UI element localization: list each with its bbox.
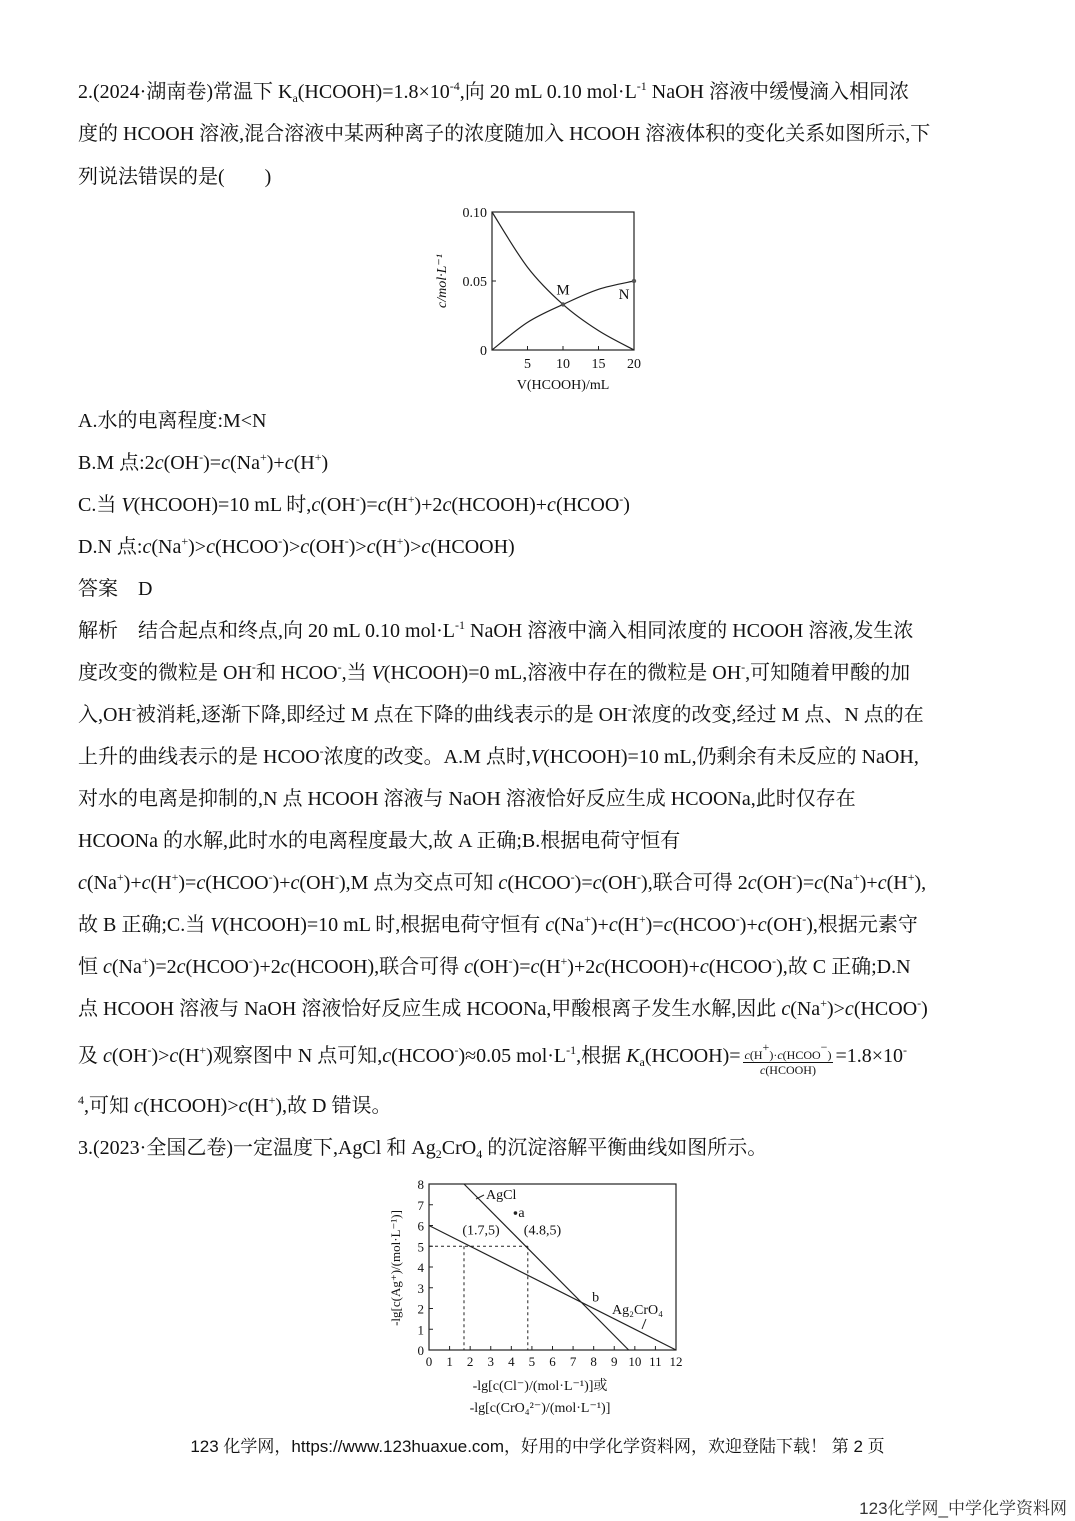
- q2-option-a: A.水的电离程度:M<N: [78, 410, 267, 432]
- chart2-annotation-label: b: [592, 1290, 600, 1306]
- q2-analysis-line-10: 点 HCOOH 溶液与 NaOH 溶液恰好反应生成 HCOONa,甲酸根离子发生水解,因此 c(Na+)>c(HCOO-): [78, 996, 928, 1020]
- chart1-x-tick-label: 10: [556, 357, 570, 372]
- chart2-annotation-label: (4.8,5): [523, 1223, 562, 1239]
- chart1-y-tick-label: 0.10: [462, 206, 487, 221]
- q2-analysis-line-9: 恒 c(Na+)=2c(HCOO-)+2c(HCOOH),联合可得 c(OH-)=c(H+)+2c(HCOOH)+c(HCOO-),故 C 正确;D.N: [78, 954, 911, 978]
- q2-analysis-line-8: 故 B 正确;C.当 V(HCOOH)=10 mL 时,根据电荷守恒有 c(Na+)+c(H+)=c(HCOO-)+c(OH-),根据元素守: [78, 912, 918, 936]
- q2-stem-line-2: 度的 HCOOH 溶液,混合溶液中某两种离子的浓度随加入 HCOOH 溶液体积的变化关系如图所示,下: [78, 123, 931, 145]
- q2-option-b: B.M 点:2c(OH-)=c(Na+)+c(H+): [78, 450, 329, 474]
- q2-option-d: D.N 点:c(Na+)>c(HCOO-)>c(OH-)>c(H+)>c(HCOOH): [78, 534, 515, 558]
- chart1-x-tick-label: 15: [591, 357, 606, 372]
- chart2-x-tick-label: 12: [669, 1354, 683, 1369]
- q3-stem: 3.(2023·全国乙卷)一定温度下,AgCl 和 $Ag_2CrO_4$ 的沉淀溶解平衡曲线如图所示。: [78, 1137, 768, 1161]
- chart1-frame: [492, 212, 634, 350]
- q2-analysis-line-6: HCOONa 的水解,此时水的电离程度最大,故 A 正确;B.根据电荷守恒有: [78, 830, 681, 852]
- chart2-y-tick-label: 0: [417, 1343, 424, 1358]
- chart2-x-tick-label: 5: [528, 1354, 536, 1369]
- chart2-x-tick-label: 10: [628, 1354, 642, 1369]
- chart1-point-n: [632, 279, 636, 283]
- chart2-x-tick-label: 1: [446, 1354, 453, 1369]
- q2-option-c: C.当 V(HCOOH)=10 mL 时,c(OH-)=c(H+)+2c(HCOOH)+c(HCOO-): [78, 492, 630, 516]
- chart2-x-tick-label: 11: [649, 1354, 662, 1369]
- chart2-x-tick-label: 6: [549, 1354, 556, 1369]
- chart1-y-tick-label: 0.05: [462, 275, 487, 290]
- page-footer: 123 化学网，https://www.123huaxue.com，好用的中学化学资料网，欢迎登陆下载！ 第 2 页: [190, 1437, 885, 1456]
- chart2-series-agcl-line: [464, 1184, 629, 1350]
- chart2-point-a: [514, 1211, 518, 1215]
- q2-analysis-line-5: 对水的电离是抑制的,N 点 HCOOH 溶液与 NaOH 溶液恰好反应生成 HCOONa,此时仅存在: [78, 788, 856, 810]
- chart2-series-ag2cro4-line: [429, 1226, 676, 1351]
- chart1-x-tick-label: 5: [524, 357, 531, 372]
- chart2-x-tick-label: 2: [466, 1354, 474, 1369]
- q2-analysis-line-2: 度改变的微粒是 OH-和 HCOO-,当 V(HCOOH)=0 mL,溶液中存在的微粒是 OH-,可知随着甲酸的加: [78, 660, 911, 684]
- chart1-point-label-m: M: [556, 282, 570, 299]
- chart2-annotation-label: a: [518, 1206, 525, 1222]
- q2-analysis-line-4: 上升的曲线表示的是 HCOO-浓度的改变。A.M 点时,V(HCOOH)=10 mL,仍剩余有未反应的 NaOH,: [78, 744, 919, 768]
- chart2-x-axis-label-1: -lg[c(Cl⁻)/(mol·L⁻¹)]或: [472, 1379, 608, 1394]
- chart2-series-label-ag2cro4: Ag₂CrO₄: [612, 1303, 663, 1318]
- q2-stem-line-3: 列说法错误的是( ): [78, 166, 272, 188]
- chart2-ag2cro4-leader: [642, 1319, 646, 1329]
- chart1-y-tick-label: 0: [480, 344, 487, 359]
- q2-analysis-line-3: 入,OH-被消耗,逐渐下降,即经过 M 点在下降的曲线表示的是 OH-浓度的改变,经过 M 点、N 点的在: [78, 702, 924, 726]
- chart2-annotation-label: (1.7,5): [462, 1223, 500, 1239]
- chart2-x-tick-label: 7: [569, 1354, 577, 1369]
- chart-concentration-vs-volume: [420, 196, 660, 396]
- chart2-x-tick-label: 0: [425, 1354, 433, 1369]
- q2-analysis-line-11: 及 c(OH-)>c(H+)观察图中 N 点可知,c(HCOO-)≈0.05 $mol\cdot L^{-1}$,根据 $K_a(HCOOH)=$ $\frac{c(H^+)\cdot c(HCOO^-)}{\text{c(HCOOH)}}$ =1.8×10-: [78, 1040, 907, 1077]
- q2-analysis-line-7: c(Na+)+c(H+)=c(HCOO-)+c(OH-),M 点为交点可知 c(HCOO-)=c(OH-),联合可得 2c(OH-)=c(Na+)+c(H+),: [78, 870, 927, 894]
- chart2-y-tick-label: 1: [417, 1322, 424, 1338]
- chart2-y-axis-label: -lg[c(Ag⁺)/(mol·L⁻¹)]: [388, 1210, 403, 1326]
- chart1-series-oh-curve: [492, 212, 634, 350]
- chart2-series-label-agcl: AgCl: [486, 1188, 517, 1203]
- chart2-y-tick-label: 8: [417, 1177, 424, 1192]
- chart2-x-axis-label-2: -lg[c(CrO₄²⁻)/(mol·L⁻¹)]: [469, 1401, 611, 1416]
- q2-answer: 答案 D: [78, 578, 153, 600]
- chart2-x-tick-label: 8: [590, 1354, 597, 1369]
- chart2-y-tick-label: 4: [417, 1260, 424, 1275]
- chart1-point-m: [561, 302, 565, 306]
- chart-precipitation-equilibrium: [380, 1172, 710, 1422]
- chart2-frame: [429, 1184, 676, 1350]
- chart2-y-tick-label: 3: [417, 1280, 424, 1296]
- chart1-point-label-n: N: [618, 287, 630, 303]
- chart1-y-axis-label: c/mol·L⁻¹: [435, 254, 450, 308]
- chart2-y-tick-label: 6: [417, 1218, 424, 1234]
- chart2-y-tick-label: 5: [417, 1239, 424, 1255]
- chart2-y-tick-label: 7: [417, 1197, 424, 1213]
- q2-analysis-line-1: 解析 结合起点和终点,向 20 mL 0.10 $mol\cdot L^{-1}$ NaOH 溶液中滴入相同浓度的 HCOOH 溶液,发生浓: [78, 618, 914, 642]
- chart2-x-tick-label: 9: [611, 1354, 618, 1369]
- chart2-y-tick-label: 2: [417, 1301, 424, 1317]
- q2-stem-line-1: 2.(2024·湖南卷)常温下 $K_a(HCOOH)=1.8\times 10^{-4}$,向 20 mL 0.10 $mol\cdot L^{-1}$ NaOH 溶液中缓慢滴入相同浓: [78, 79, 910, 105]
- chart2-x-tick-label: 4: [508, 1354, 515, 1369]
- chart1-x-tick-label: 20: [627, 357, 641, 372]
- chart2-x-tick-label: 3: [487, 1354, 494, 1369]
- q2-analysis-line-12: $^4$,可知 c(HCOOH)>c(H+),故 D 错误。: [78, 1093, 392, 1117]
- site-watermark: 123化学网_中学化学资料网: [859, 1499, 1067, 1518]
- chart1-x-axis-label: V(HCOOH)/mL: [516, 378, 610, 393]
